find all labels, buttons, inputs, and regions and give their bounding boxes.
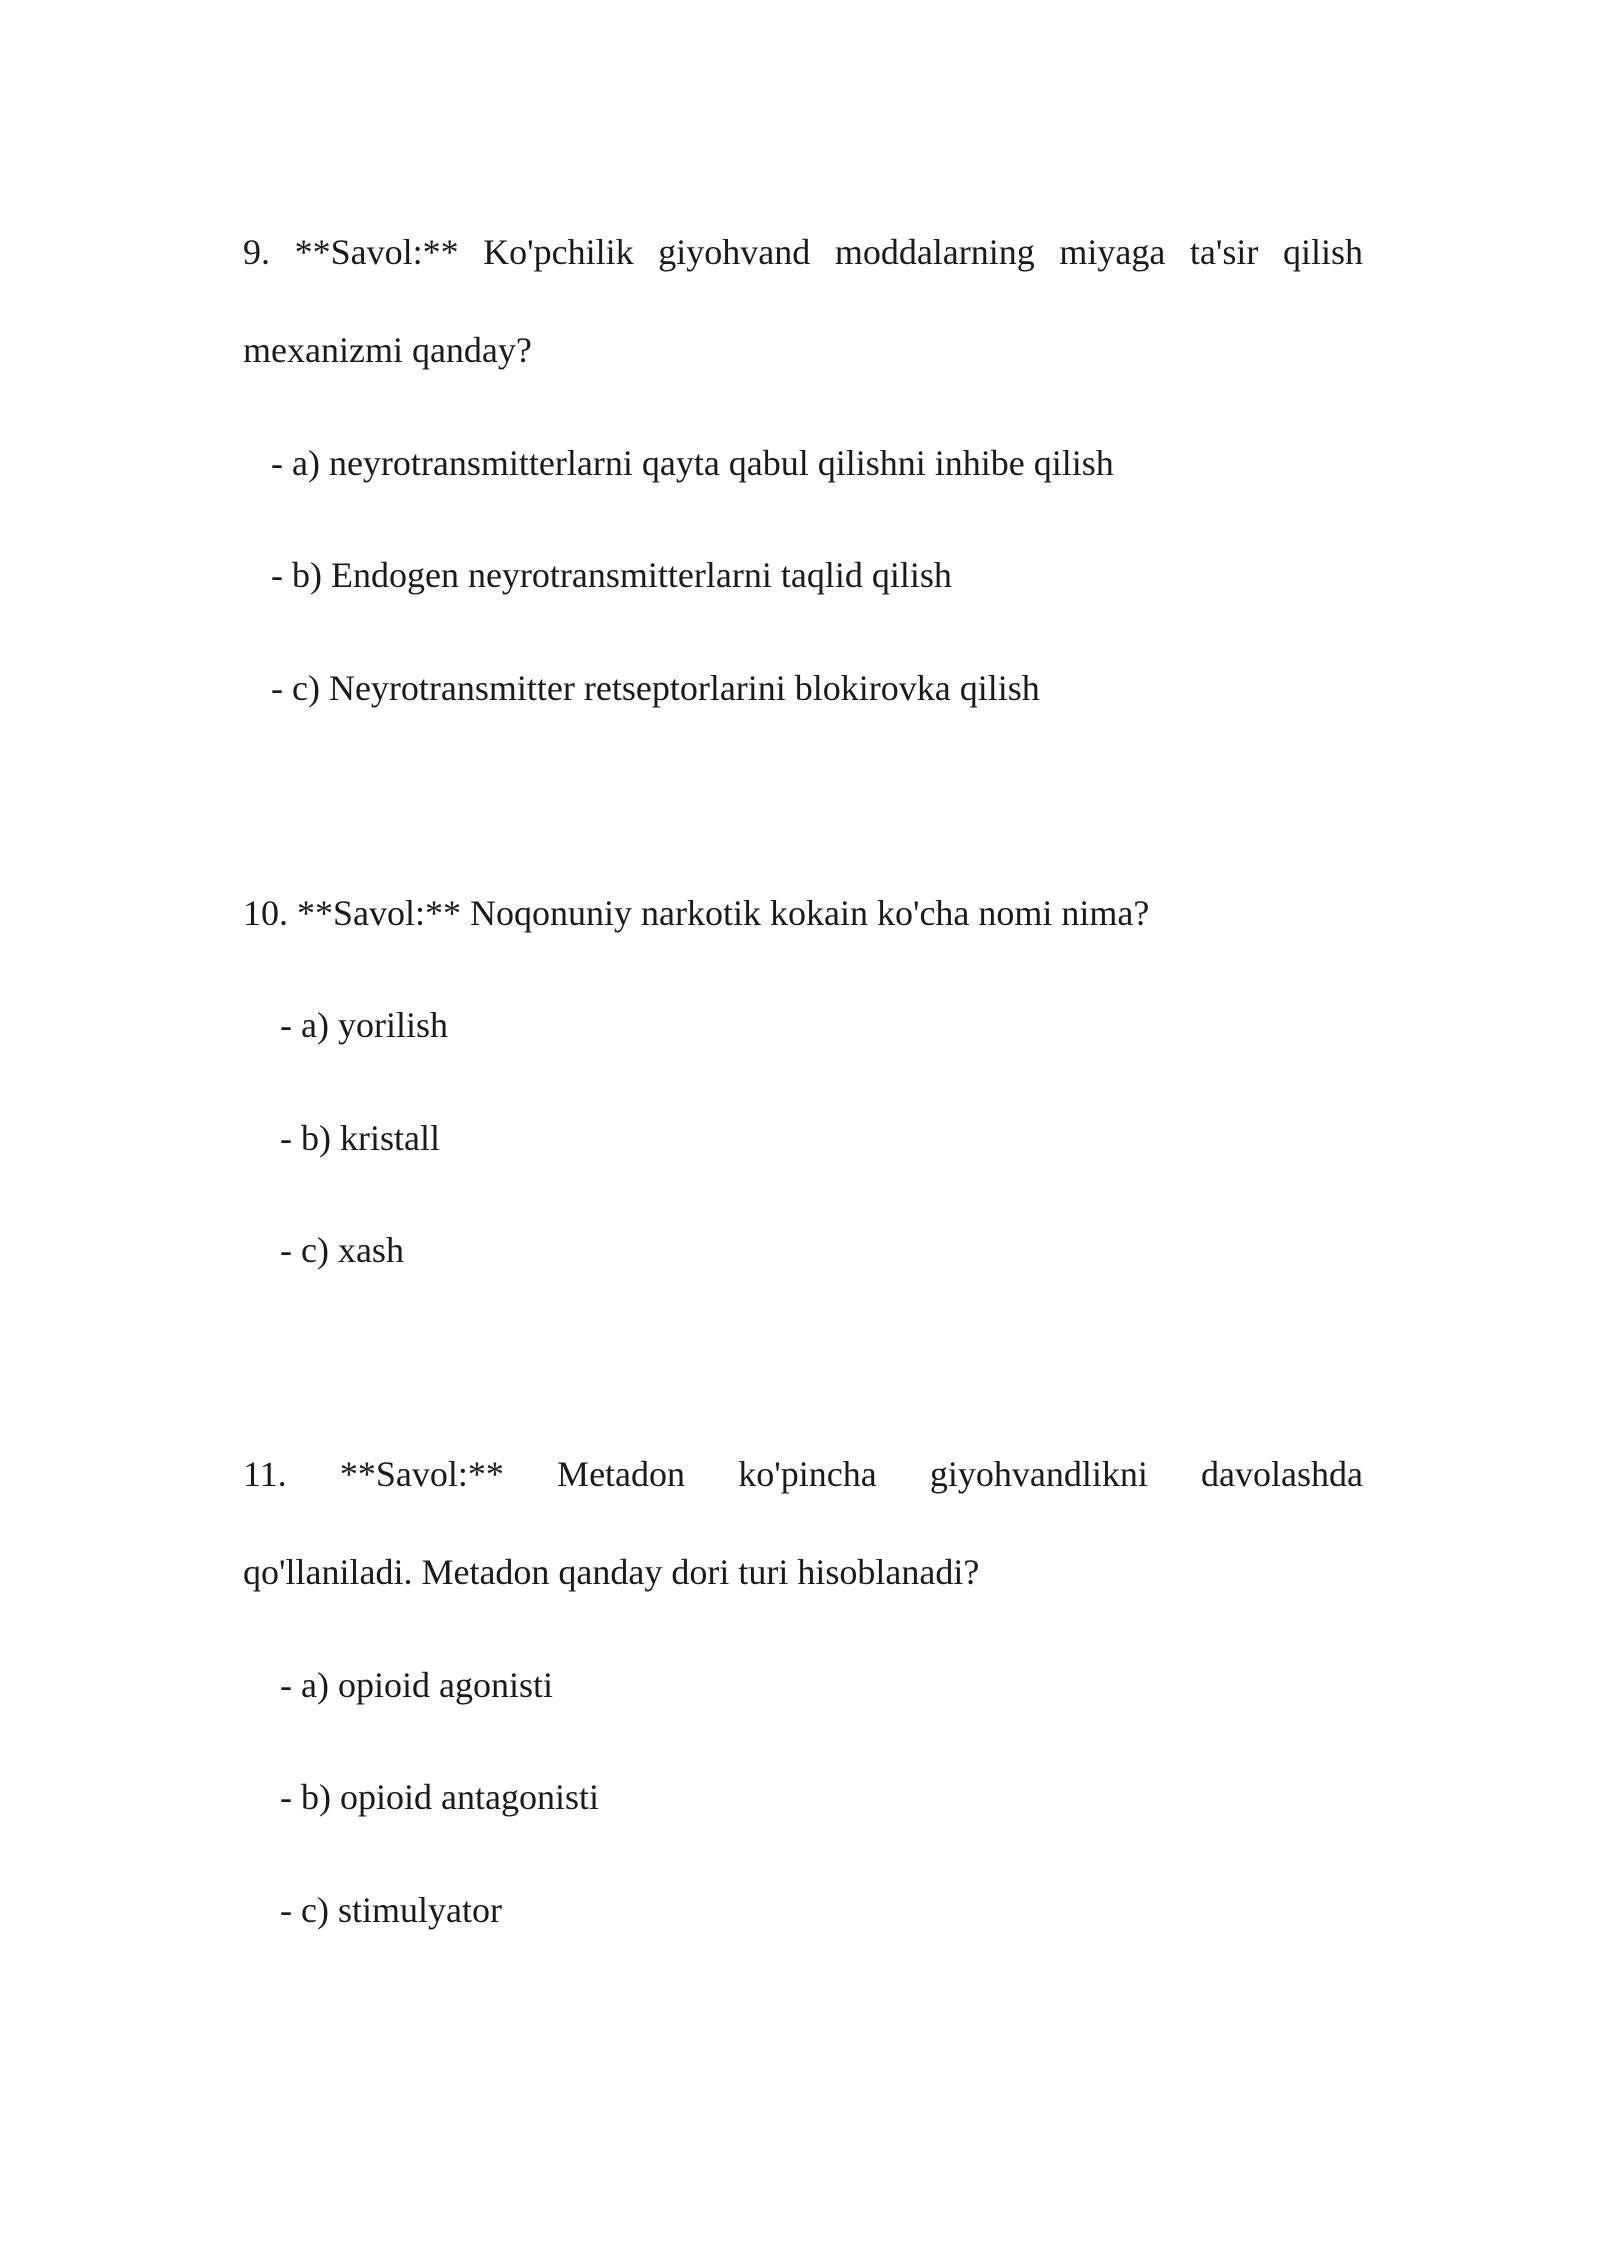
question-9-text-line-1: 9. **Savol:** Ko'pchilik giyohvand moddalarning miyaga ta'sir qilish [243, 232, 1363, 272]
question-11-option-c: - c) stimulyator [280, 1890, 502, 1930]
question-11-option-b: - b) opioid antagonisti [280, 1777, 599, 1817]
question-9-text-line-2: mexanizmi qanday? [243, 330, 532, 370]
question-9-option-b: - b) Endogen neyrotransmitterlarni taqlid qilish [271, 555, 952, 595]
question-11-text-line-2: qo'llaniladi. Metadon qanday dori turi hisoblanadi? [243, 1552, 980, 1592]
question-10-option-a: - a) yorilish [280, 1005, 448, 1045]
question-10-text: 10. **Savol:** Noqonuniy narkotik kokain ko'cha nomi nima? [243, 893, 1150, 933]
question-11-option-a: - a) opioid agonisti [280, 1665, 553, 1705]
question-9-option-a: - a) neyrotransmitterlarni qayta qabul qilishni inhibe qilish [271, 443, 1114, 483]
question-10-option-b: - b) kristall [280, 1118, 440, 1158]
question-11-text-line-1: 11. **Savol:** Metadon ko'pincha giyohvandlikni davolashda [243, 1454, 1363, 1494]
question-10-option-c: - c) xash [280, 1230, 404, 1270]
question-9-option-c: - c) Neyrotransmitter retseptorlarini blokirovka qilish [271, 668, 1040, 708]
